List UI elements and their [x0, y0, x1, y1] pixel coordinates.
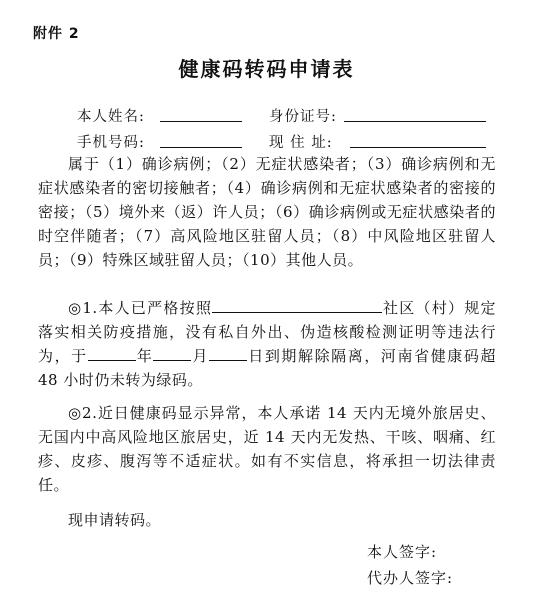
id-number-label: 身份证号:: [269, 109, 337, 125]
name-field[interactable]: [160, 107, 242, 122]
field-row-name-id: [0, 105, 533, 125]
item1-paragraph: [38, 296, 496, 392]
item2-paragraph: ◎2.近日健康码显示异常，本人承诺 14 天内无境外旅居史、无国内中高风险地区旅居史，近 14 天内无发热、干咳、咽痛、红疹、皮疹、腹泻等不适症状。如有不实信息，将承担一切法律责任。: [38, 404, 496, 494]
name-label: 本人姓名:: [77, 109, 145, 125]
field-row-phone-address: [0, 131, 533, 151]
item1-month-label: 月: [191, 347, 210, 365]
address-field[interactable]: [350, 133, 486, 148]
attachment-label: 附件 2: [33, 26, 80, 42]
page-title: 健康码转码申请表: [178, 57, 355, 81]
item1-text-b: 社区（村）规定落实相关防疫措施，没有私自外出、伪造核酸检测证明等违法行为，于: [38, 299, 496, 365]
self-signature-label: 本人签字:: [367, 543, 438, 561]
agent-signature-label: 代办人签字:: [367, 569, 454, 587]
item1-year-label: 年: [135, 347, 154, 365]
id-number-field[interactable]: [344, 107, 486, 122]
categories-paragraph: 属于（1）确诊病例；（2）无症状感染者；（3）确诊病例和无症状感染者的密切接触者；（4）确诊病例和无症状感染者的密接的密接；（5）境外来（返）许人员；（6）确诊病例或无症状感染者的时空伴随者；（7）高风险地区驻留人员；（8）中风险地区驻留人员；（9）特殊区域驻留人员；（10）其他人员。: [38, 155, 496, 269]
year-field[interactable]: [88, 347, 136, 361]
request-text: 现申请转码。: [68, 511, 162, 529]
community-field[interactable]: [212, 299, 382, 313]
item1-text-a: ◎1.本人已严格按照: [68, 299, 213, 317]
item1-text-c: 日到期解除隔离，河南省健康码超 48 小时仍未转为绿码。: [38, 347, 496, 389]
day-field[interactable]: [209, 347, 247, 361]
address-label: 现 住 址:: [269, 135, 333, 151]
phone-field[interactable]: [160, 133, 242, 148]
month-field[interactable]: [153, 347, 191, 361]
phone-label: 手机号码:: [77, 135, 145, 151]
